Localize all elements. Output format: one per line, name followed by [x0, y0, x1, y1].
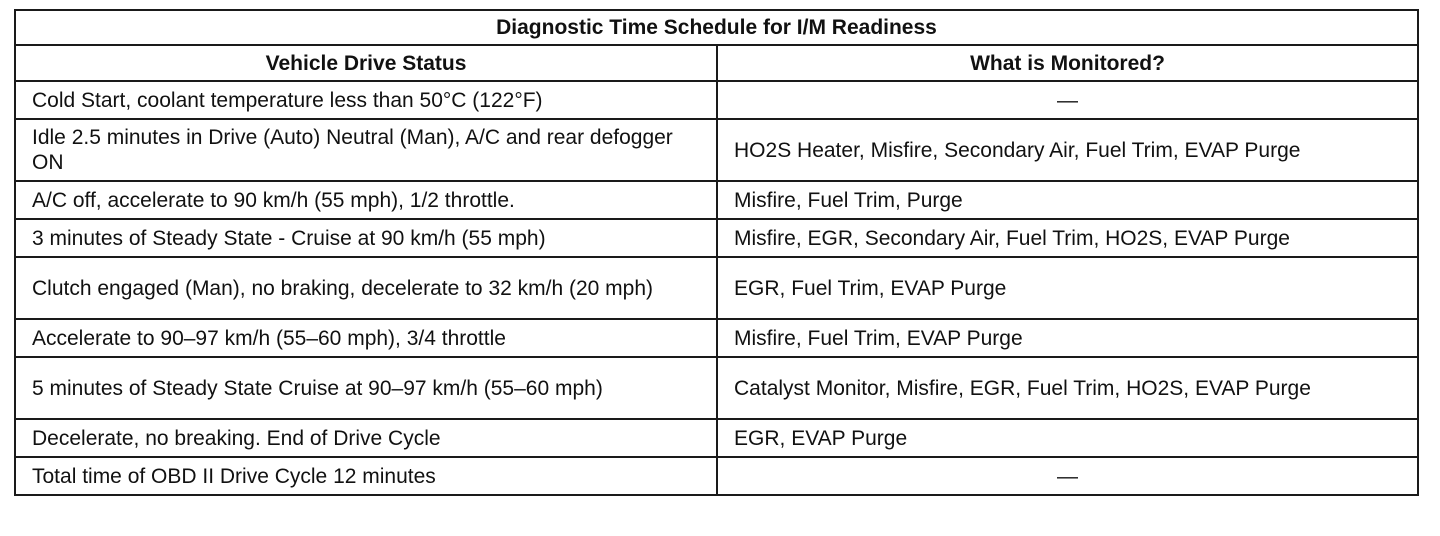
monitored-cell: Misfire, Fuel Trim, Purge: [717, 181, 1418, 219]
monitored-cell: EGR, EVAP Purge: [717, 419, 1418, 457]
table-title-row: [15, 10, 1418, 45]
monitored-cell: HO2S Heater, Misfire, Secondary Air, Fuel Trim, EVAP Purge: [717, 119, 1418, 181]
monitored-cell: Misfire, Fuel Trim, EVAP Purge: [717, 319, 1418, 357]
table-row: [15, 419, 1418, 457]
monitored-cell: —: [717, 81, 1418, 119]
table-row: [15, 457, 1418, 495]
column-header-what-is-monitored: What is Monitored?: [717, 45, 1418, 81]
table-title: Diagnostic Time Schedule for I/M Readiness: [15, 10, 1418, 45]
table-row: [15, 319, 1418, 357]
monitored-cell: Catalyst Monitor, Misfire, EGR, Fuel Trim, HO2S, EVAP Purge: [717, 357, 1418, 419]
table-row: [15, 357, 1418, 419]
table-row: [15, 81, 1418, 119]
drive-status-cell: Clutch engaged (Man), no braking, decelerate to 32 km/h (20 mph): [15, 257, 717, 319]
table-row: [15, 181, 1418, 219]
diagnostic-schedule-table: [14, 9, 1419, 496]
table-row: [15, 219, 1418, 257]
drive-status-cell: 5 minutes of Steady State Cruise at 90–97 km/h (55–60 mph): [15, 357, 717, 419]
table-header-row: [15, 45, 1418, 81]
table-row: [15, 119, 1418, 181]
drive-status-cell: Cold Start, coolant temperature less than 50°C (122°F): [15, 81, 717, 119]
drive-status-cell: Accelerate to 90–97 km/h (55–60 mph), 3/4 throttle: [15, 319, 717, 357]
drive-status-cell: 3 minutes of Steady State - Cruise at 90 km/h (55 mph): [15, 219, 717, 257]
monitored-cell: Misfire, EGR, Secondary Air, Fuel Trim, HO2S, EVAP Purge: [717, 219, 1418, 257]
monitored-cell: EGR, Fuel Trim, EVAP Purge: [717, 257, 1418, 319]
monitored-cell: —: [717, 457, 1418, 495]
drive-status-cell: Total time of OBD II Drive Cycle 12 minutes: [15, 457, 717, 495]
column-header-vehicle-drive-status: Vehicle Drive Status: [15, 45, 717, 81]
table-row: [15, 257, 1418, 319]
drive-status-cell: Decelerate, no breaking. End of Drive Cycle: [15, 419, 717, 457]
drive-status-cell: A/C off, accelerate to 90 km/h (55 mph), 1/2 throttle.: [15, 181, 717, 219]
drive-status-cell: Idle 2.5 minutes in Drive (Auto) Neutral (Man), A/C and rear defogger ON: [15, 119, 717, 181]
